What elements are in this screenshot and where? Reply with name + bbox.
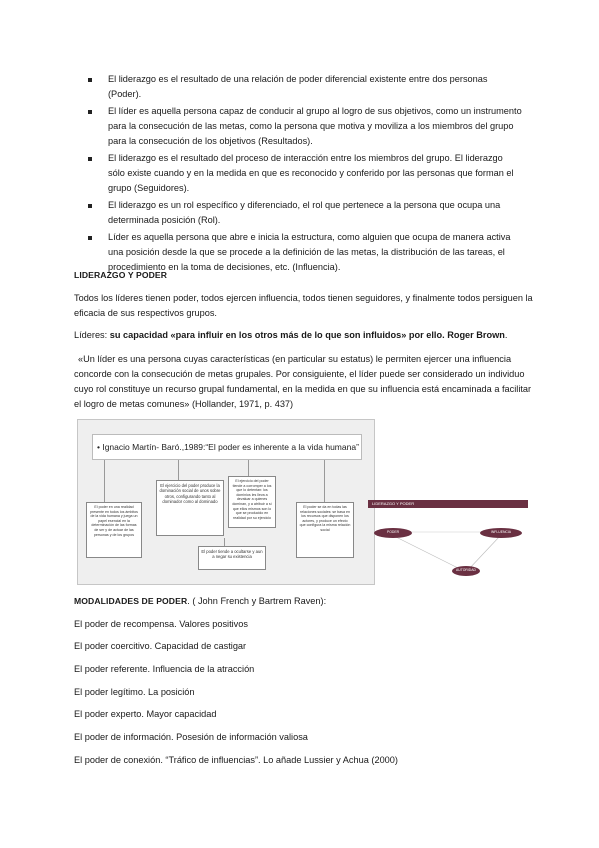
list-item: El liderazgo es un rol específico y diferenciado, el rol que pertenece a la persona que ocupa una determinada posición (Rol). — [82, 198, 522, 228]
power-influence-diagram-image — [368, 500, 528, 580]
list-item: El liderazgo es el resultado del proceso de interacción entre los miembros del grupo. El liderazgo sólo existe cuando y en la medida en que es reconocido y conferido por las personas que forman el grupo (Seguidores). — [82, 151, 522, 196]
bullet-icon — [88, 236, 92, 240]
list-item: El poder de conexión. “Tráfico de influencias”. Lo añade Lussier y Achua (2000) — [74, 755, 398, 765]
power-diagram-image — [77, 419, 375, 585]
section-heading-liderazgo-poder: LIDERAZGO Y PODER — [74, 270, 168, 280]
list-item: El liderazgo es el resultado de una relación de poder diferencial existente entre dos personas (Poder). — [82, 72, 522, 102]
paragraph-hollander-quote: «Un líder es una persona cuyas características (en particular su estatus) le permiten ejercer una influencia concorde con la consecución de metas grupales. Por consiguiente, el líder puede ser considerado un individuo cuyo rol constituye un recurso grupal fundamental, en la medida en que su influencia está encaminada a facilitar el logro de metas comunes» (Hollander, 1971, p. 437) — [74, 354, 532, 409]
node-autoridad: AUTORIDAD — [452, 566, 480, 576]
diagram-box: El ejercicio del poder produce la dominación social de unos sobre otros, configurando tanto al dominador como al dominado — [156, 480, 224, 536]
diagram-title: • Ignacio Martín- Baró.,1989:“El poder es inherente a la vida humana” — [92, 434, 362, 460]
node-poder: PODER — [374, 528, 412, 538]
bullet-icon — [88, 110, 92, 114]
bullet-icon — [88, 204, 92, 208]
diagram-box: El poder en una realidad presente en todos los ámbitos de la vida humana y juega un papel esencial en la determinación de las formas de ser y de actuar de las personas y de los grupos — [86, 502, 142, 558]
paragraph-leaders-power: Todos los líderes tienen poder, todos ejercen influencia, todos tienen seguidores, y finalmente todos persiguen la eficacia de sus respectivos grupos. — [74, 293, 533, 318]
diagram-box: El poder se da en todas las relaciones sociales: se basa en los recursos que disponen los actores, y produce un efecto que configura la misma relación social — [296, 502, 354, 558]
list-item: El poder de recompensa. Valores positivos — [74, 619, 248, 629]
definitions-list — [82, 72, 522, 277]
bullet-icon — [88, 78, 92, 82]
bullet-icon — [88, 157, 92, 161]
node-influencia: INFLUENCIA — [480, 528, 522, 538]
list-item: Líder es aquella persona que abre e inicia la estructura, como alguien que ocupa de manera activa una posición desde la que se procede a la definición de las metas, la distribución de las tareas, el procedimiento en la toma de decisiones, etc. (Influencia). — [82, 230, 522, 275]
list-item: El poder coercitivo. Capacidad de castigar — [74, 641, 247, 651]
diagram-box: El ejercicio del poder tiende a corromper a los que lo detentan: los dominios les lleva a devaluar a quienes dominan, y a atribuir a sí que ellos mismos son lo que se producido en realidad por su ejercicio — [228, 476, 276, 528]
diagram-header-bar: LIDERAZGO Y PODER — [368, 500, 528, 508]
list-item: El poder referente. Influencia de la atracción — [74, 664, 255, 674]
connector-lines — [368, 500, 528, 580]
list-item: El líder es aquella persona capaz de conducir al grupo al logro de sus objetivos, como un instrumento para la consecución de las metas, como la persona que motiva y moviliza a los miembros del grupo para la consecución de los objetivos (Resultados). — [82, 104, 522, 149]
section-heading-modalidades: MODALIDADES DE PODER. ( John French y Bartrem Raven): — [74, 596, 327, 606]
list-item: El poder de información. Posesión de información valiosa — [74, 732, 308, 742]
diagram-box: El poder tiende a ocultarse y aun a negar su existencia — [198, 546, 266, 570]
paragraph-roger-brown: Líderes: su capacidad «para influir en los otros más de lo que son influidos» por ello. Roger Brown. — [74, 330, 508, 340]
list-item: El poder legítimo. La posición — [74, 687, 195, 697]
list-item: El poder experto. Mayor capacidad — [74, 709, 217, 719]
